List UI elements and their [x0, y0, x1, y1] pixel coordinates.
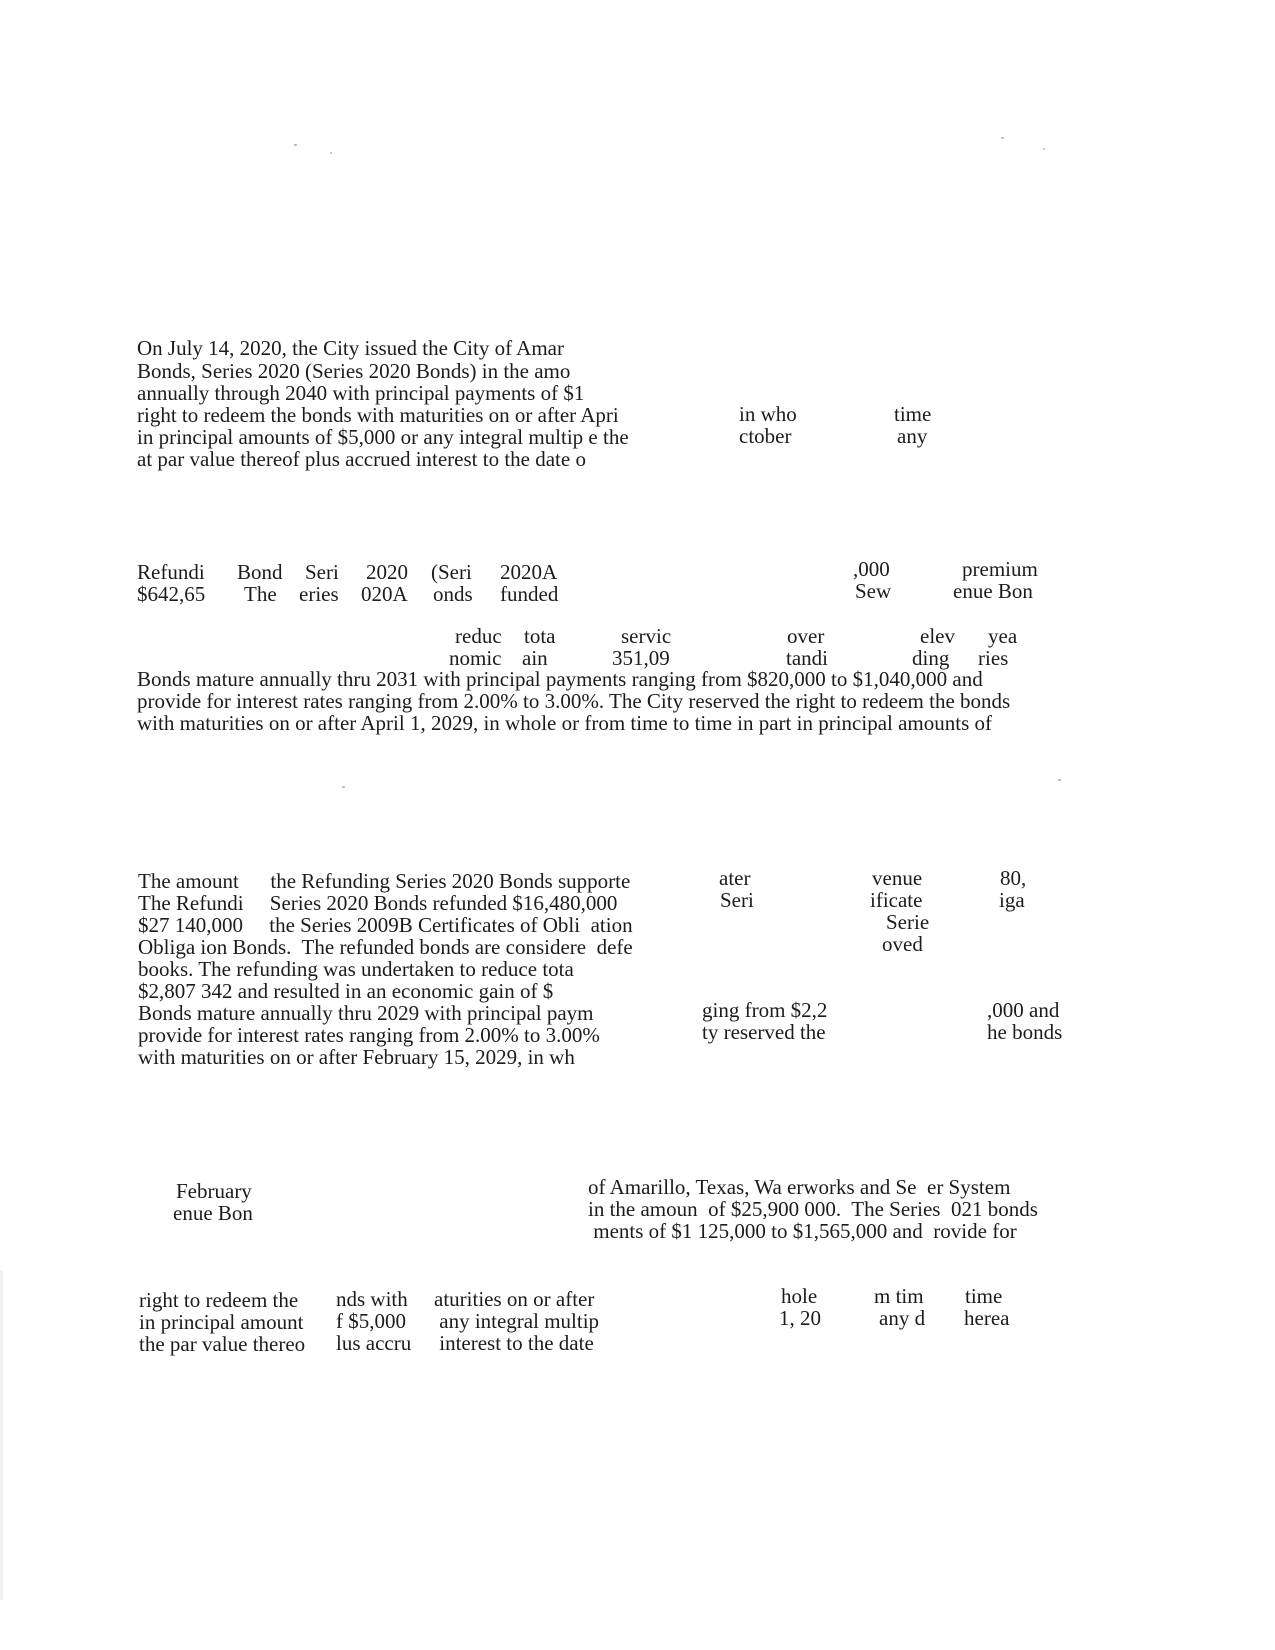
para5-col3-line: any integral multip	[434, 1309, 600, 1333]
para5-fragment: 1, 20	[779, 1306, 821, 1330]
para2-fragment: ding	[912, 646, 950, 670]
para5-col1-line: in principal amount	[139, 1310, 304, 1334]
para3-line: books. The refunding was undertaken to reduce tota	[138, 957, 574, 981]
scan-speck	[1058, 779, 1061, 781]
para3-line: provide for interest rates ranging from 2.00% to 3.00%	[138, 1023, 600, 1047]
para2-line: Bonds mature annually thru 2031 with principal payments ranging from $820,000 to $1,040,000 and	[137, 667, 983, 691]
para2-fragment: enue Bon	[953, 579, 1033, 603]
para3-fragment: he bonds	[987, 1020, 1063, 1044]
para2-fragment: reduc	[455, 624, 502, 648]
para2-fragment: Bond	[237, 560, 283, 584]
para1-fragment: ctober	[739, 424, 792, 448]
para3-fragment: ificate	[870, 888, 923, 912]
para5-fragment: any d	[879, 1306, 926, 1330]
para3-fragment: ging from $2,2	[702, 998, 828, 1022]
para2-fragment: 020A	[361, 582, 408, 606]
para2-fragment: The	[244, 582, 277, 606]
scan-speck	[1001, 137, 1004, 139]
para1-line: Bonds, Series 2020 (Series 2020 Bonds) in the amo	[137, 359, 571, 383]
para5-col2-line: f $5,000	[336, 1309, 406, 1333]
para1-line: right to redeem the bonds with maturities on or after Apri	[137, 403, 619, 427]
para2-fragment: servic	[621, 624, 672, 648]
para2-fragment: tota	[524, 624, 556, 648]
para4-fragment: February	[176, 1179, 252, 1203]
para3-fragment: 80,	[1000, 866, 1027, 890]
para1-line: at par value thereof plus accrued interest to the date o	[137, 447, 586, 471]
para2-fragment: onds	[433, 582, 473, 606]
para2-fragment: ries	[978, 646, 1009, 670]
para5-fragment: herea	[964, 1306, 1010, 1330]
para2-fragment: 351,09	[612, 646, 670, 670]
para4-line: of Amarillo, Texas, Wa erworks and Se er System	[588, 1175, 1011, 1199]
para2-fragment: (Seri	[431, 560, 472, 584]
para5-col2-line: nds with	[336, 1287, 408, 1311]
para3-line: The Refundi Series 2020 Bonds refunded $16,480,000	[138, 891, 618, 915]
para5-col3-line: aturities on or after	[434, 1287, 595, 1311]
para3-fragment: ty reserved the	[702, 1020, 826, 1044]
para1-line: in principal amounts of $5,000 or any integral multip e the	[137, 425, 629, 449]
para2-fragment: over	[787, 624, 825, 648]
para2-fragment: yea	[988, 624, 1018, 648]
para1-fragment: in who	[739, 402, 797, 426]
para5-fragment: hole	[781, 1284, 818, 1308]
para3-fragment: oved	[882, 932, 923, 956]
scan-speck	[342, 786, 345, 788]
para3-fragment: iga	[999, 888, 1025, 912]
para2-fragment: nomic	[449, 646, 502, 670]
para3-fragment: Seri	[720, 888, 754, 912]
para1-line: annually through 2040 with principal payments of $1	[137, 381, 585, 405]
para2-fragment: ,000	[853, 557, 890, 581]
para3-line: $2,807 342 and resulted in an economic gain of $	[138, 979, 554, 1003]
para3-line: Bonds mature annually thru 2029 with principal paym	[138, 1001, 594, 1025]
para4-line: ments of $1 125,000 to $1,565,000 and rovide for	[588, 1219, 1017, 1243]
para2-fragment: elev	[920, 624, 955, 648]
para3-line: Obliga ion Bonds. The refunded bonds are considere defe	[138, 935, 633, 959]
para3-fragment: venue	[872, 866, 923, 890]
para2-line: provide for interest rates ranging from 2.00% to 3.00%. The City reserved the right to redeem the bonds	[137, 689, 1011, 713]
para3-line: The amount the Refunding Series 2020 Bonds supporte	[138, 869, 631, 893]
para3-line: with maturities on or after February 15, 2029, in wh	[138, 1045, 575, 1069]
para2-fragment: ain	[522, 646, 548, 670]
para3-fragment: Serie	[886, 910, 930, 934]
para1-line: On July 14, 2020, the City issued the City of Amar	[137, 336, 564, 360]
para2-line: with maturities on or after April 1, 2029, in whole or from time to time in part in principal amounts of	[137, 711, 993, 735]
para5-col2-line: lus accru	[336, 1331, 412, 1355]
para2-fragment: 2020	[366, 560, 408, 584]
para4-fragment: enue Bon	[173, 1201, 253, 1225]
para1-fragment: any	[897, 424, 928, 448]
para2-fragment: Seri	[305, 560, 339, 584]
scan-speck	[294, 144, 297, 146]
para5-fragment: m tim	[874, 1284, 924, 1308]
para2-fragment: Refundi	[137, 560, 205, 584]
para2-fragment: tandi	[786, 646, 828, 670]
para5-col1-line: right to redeem the	[139, 1288, 299, 1312]
para5-col1-line: the par value thereo	[139, 1332, 306, 1356]
para4-line: in the amoun of $25,900 000. The Series 021 bonds	[588, 1197, 1038, 1221]
para2-fragment: eries	[299, 582, 339, 606]
para2-fragment: $642,65	[137, 582, 206, 606]
para2-fragment: 2020A	[500, 560, 558, 584]
para5-fragment: time	[965, 1284, 1003, 1308]
para2-fragment: funded	[500, 582, 559, 606]
para2-fragment: Sew	[855, 579, 892, 603]
scan-edge-shadow	[0, 1270, 3, 1600]
para3-fragment: ater	[719, 866, 751, 890]
para3-fragment: ,000 and	[987, 998, 1060, 1022]
para3-line: $27 140,000 the Series 2009B Certificates of Obli ation	[138, 913, 633, 937]
para2-fragment: premium	[962, 557, 1038, 581]
scan-speck	[330, 152, 332, 154]
scan-speck	[1043, 148, 1045, 150]
para1-fragment: time	[894, 402, 932, 426]
para5-col3-line: interest to the date	[434, 1331, 594, 1355]
